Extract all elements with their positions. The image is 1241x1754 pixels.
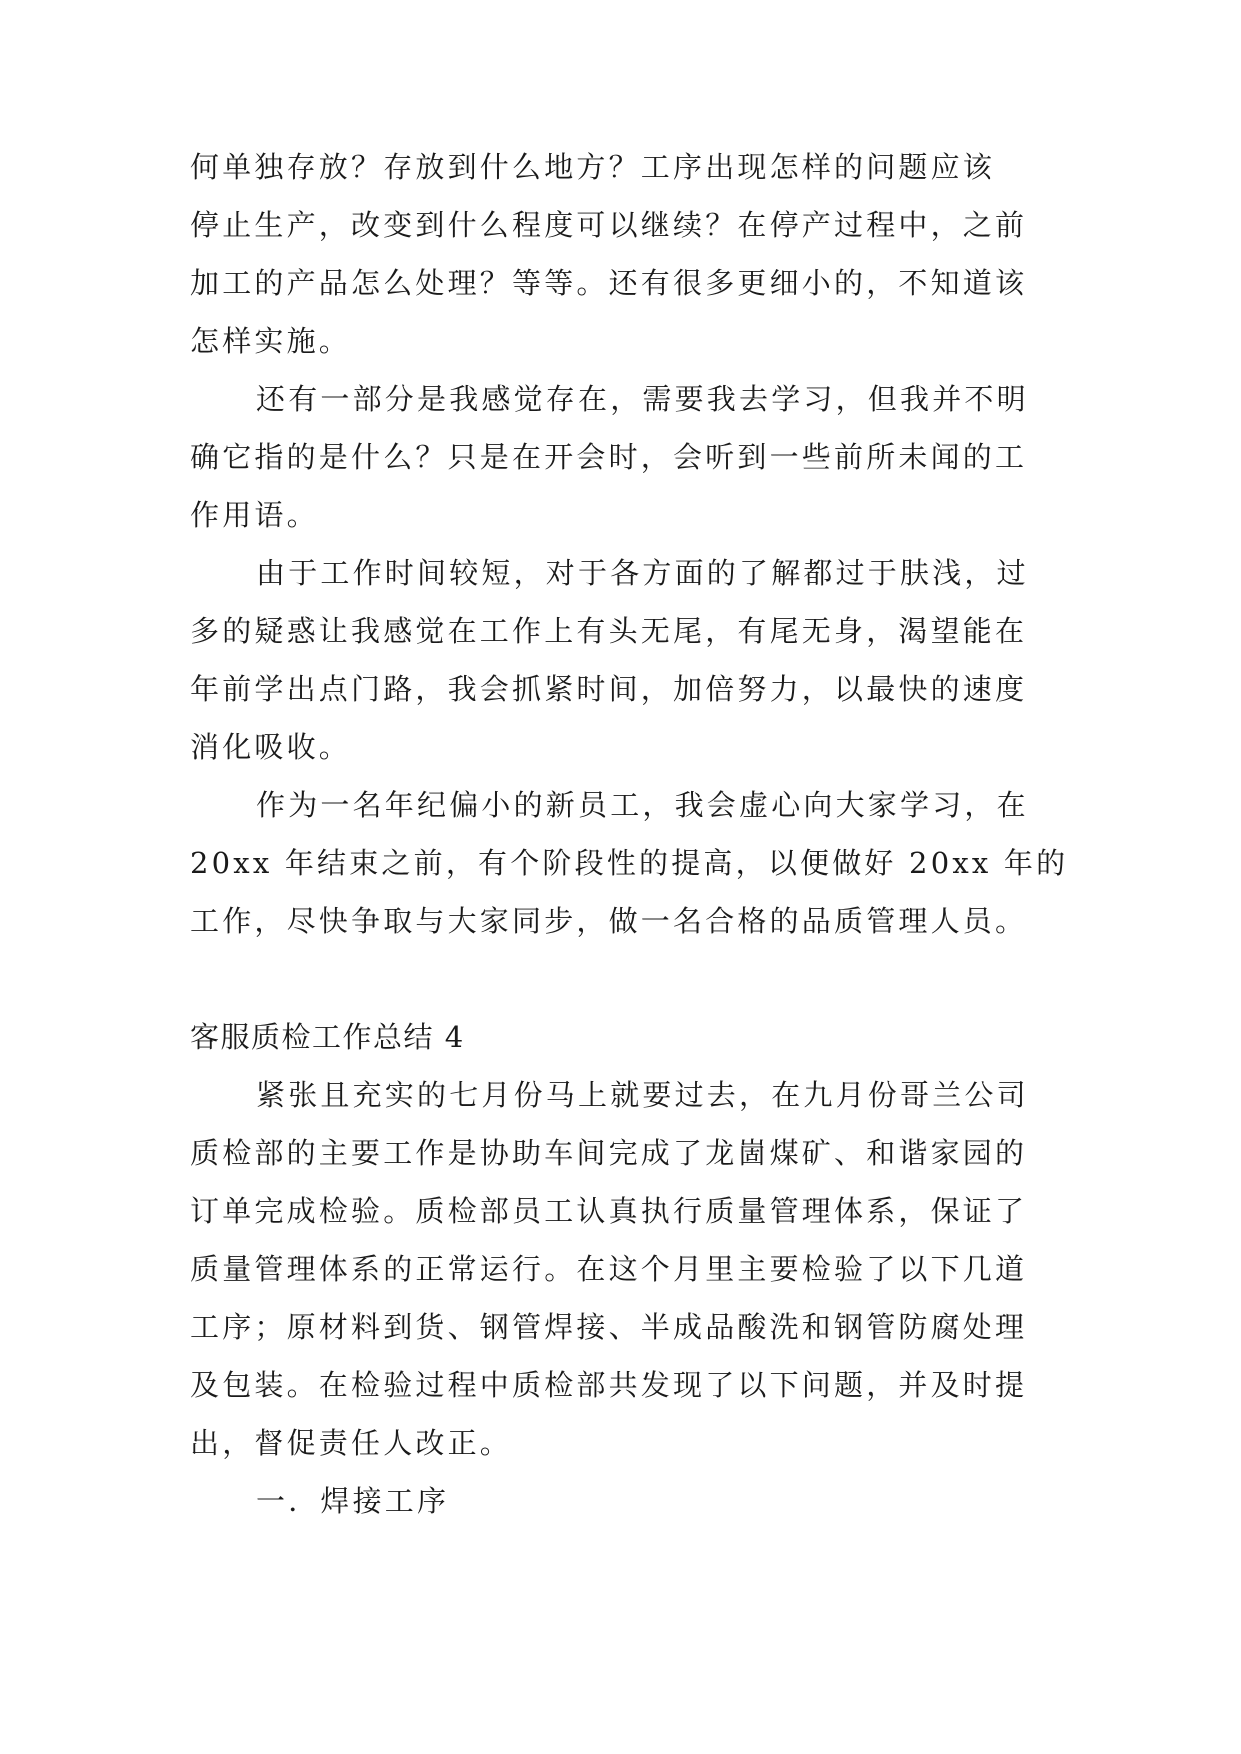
paragraph-line: 怎样实施。 <box>190 324 352 358</box>
paragraph-line: 及包装。在检验过程中质检部共发现了以下问题，并及时提 <box>190 1368 1028 1402</box>
paragraph-line: 年前学出点门路，我会抓紧时间，加倍努力，以最快的速度 <box>190 672 1028 706</box>
paragraph-line: 订单完成检验。质检部员工认真执行质量管理体系，保证了 <box>190 1194 1028 1228</box>
paragraph-line: 作用语。 <box>190 498 319 532</box>
paragraph-line: 工序；原材料到货、钢管焊接、半成品酸洗和钢管防腐处理 <box>190 1310 1028 1344</box>
paragraph-line: 还有一部分是我感觉存在，需要我去学习，但我并不明 <box>256 382 1029 416</box>
subsection-heading: 一．焊接工序 <box>256 1484 450 1518</box>
paragraph-line: 确它指的是什么？只是在开会时，会听到一些前所未闻的工 <box>190 440 1028 474</box>
section-heading: 客服质检工作总结 4 <box>190 1020 465 1054</box>
paragraph-line: 20xx 年结束之前，有个阶段性的提高，以便做好 20xx 年的 <box>190 846 1069 880</box>
paragraph-line: 作为一名年纪偏小的新员工，我会虚心向大家学习，在 <box>256 788 1029 822</box>
paragraph-line: 停止生产，改变到什么程度可以继续？在停产过程中，之前 <box>190 208 1028 242</box>
paragraph-line: 出，督促责任人改正。 <box>190 1426 513 1460</box>
paragraph-line: 工作，尽快争取与大家同步，做一名合格的品质管理人员。 <box>190 904 1028 938</box>
paragraph-line: 何单独存放？存放到什么地方？工序出现怎样的问题应该 <box>190 150 996 184</box>
paragraph-line: 加工的产品怎么处理？等等。还有很多更细小的，不知道该 <box>190 266 1028 300</box>
paragraph-line: 由于工作时间较短，对于各方面的了解都过于肤浅，过 <box>256 556 1029 590</box>
paragraph-line: 消化吸收。 <box>190 730 352 764</box>
paragraph-line: 紧张且充实的七月份马上就要过去，在九月份哥兰公司 <box>256 1078 1029 1112</box>
paragraph-line: 多的疑惑让我感觉在工作上有头无尾，有尾无身，渴望能在 <box>190 614 1028 648</box>
paragraph-line: 质量管理体系的正常运行。在这个月里主要检验了以下几道 <box>190 1252 1028 1286</box>
paragraph-line: 质检部的主要工作是协助车间完成了龙崮煤矿、和谐家园的 <box>190 1136 1028 1170</box>
